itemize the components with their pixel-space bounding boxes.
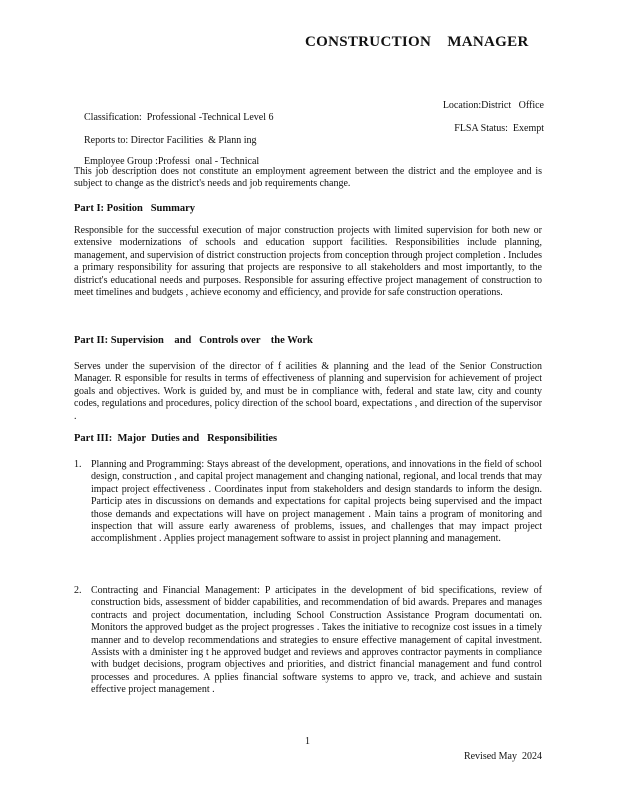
part2-heading: Part II: Supervision and Controls over the Work bbox=[74, 335, 313, 346]
disclaimer-paragraph: This job description does not constitute an employment agreement between the district and the employee and is subject to change as the district's needs and job requirements change. bbox=[74, 166, 542, 190]
classification-text: Classification: Professional -Technical Level 6 bbox=[84, 112, 274, 124]
page-number: 1 bbox=[305, 736, 310, 747]
part1-heading: Part I: Position Summary bbox=[74, 203, 196, 214]
part3-heading: Part III: Major Duties and Responsibilities bbox=[74, 433, 278, 444]
duty-number: 1. bbox=[74, 459, 82, 470]
flsa-status-text: FLSA Status: Exempt bbox=[454, 123, 544, 134]
duty-text: Planning and Programming: Stays abreast of the development, operations, and innovations in the field of school design, construction , and capital project management and changing national, regional, and local trends that may impact project effectiveness . Coordinates input from stakeholders and design standards to inform the design. Particip ates in discussions on demands and expectations for capital projects being supervised and the impact those demands and expectations will have on project management . Main tains a program of monitoring and inspection that will assure early awareness of problems, issues, and challenges that may impact project accomplishment . Applies project management software to assist in project planning and management. bbox=[91, 459, 542, 545]
duty-item-1 bbox=[74, 459, 542, 546]
part2-body: Serves under the supervision of the director of f acilities & planning and the lead of the Senior Construction Manager. R esponsible for results in terms of effectiveness of planning and supervision for achievement of project goals and objectives. Work is guided by, and must be in compliance with, federal and state law, city and county codes, regulations and procedures, policy direction of the school board, expectations , and direction of the supervisor . bbox=[74, 361, 542, 422]
duty-item-2 bbox=[74, 585, 542, 697]
duty-text: Contracting and Financial Management: P articipates in the development of bid specifications, review of construction bids, assessment of bidder capabilities, and recommendation of bid awards. Prepares and manages contracts and project documentation, including School Construction Assistance Program documentati on. Monitors the approved budget as the project progresses . Takes the initiative to recognize cost issues in a timely manner and to develop recommendations and strategies to ensure effective management of capital investment. Assists with a dminister ing t he approved budget and reviews and approves contractor payments in compliance with budget decisions, program objectives and priorities, and district financial management and fund control processes and procedures. A pplies financial software systems to appro ve, track, and achieve and sustain effective project management . bbox=[91, 585, 542, 696]
duty-number: 2. bbox=[74, 585, 82, 596]
location-text: Location:District Office bbox=[442, 100, 544, 111]
part1-body: Responsible for the successful execution of major construction projects with limited supervision for both new or extensive modernizations of schools and education support facilities. Responsibilities include planning, management, and supervision of district construction projects from conception through project completion . Includes a primary responsibility for assuring that projects are responsive to all stakeholders and most importantly, to the district's educational needs and purposes. Responsible for assuring effective project management of construction to meet timelines and budgets , achieve economy and efficiency, and provide for safe construction operations. bbox=[74, 225, 542, 299]
revised-date: Revised May 2024 bbox=[463, 751, 542, 762]
page-title: CONSTRUCTION MANAGER bbox=[305, 34, 529, 50]
employee-group-text: Employee Group :Professi onal - Technical bbox=[84, 156, 260, 168]
reports-to-text: Reports to: Director Facilities & Plann ing bbox=[84, 135, 257, 147]
